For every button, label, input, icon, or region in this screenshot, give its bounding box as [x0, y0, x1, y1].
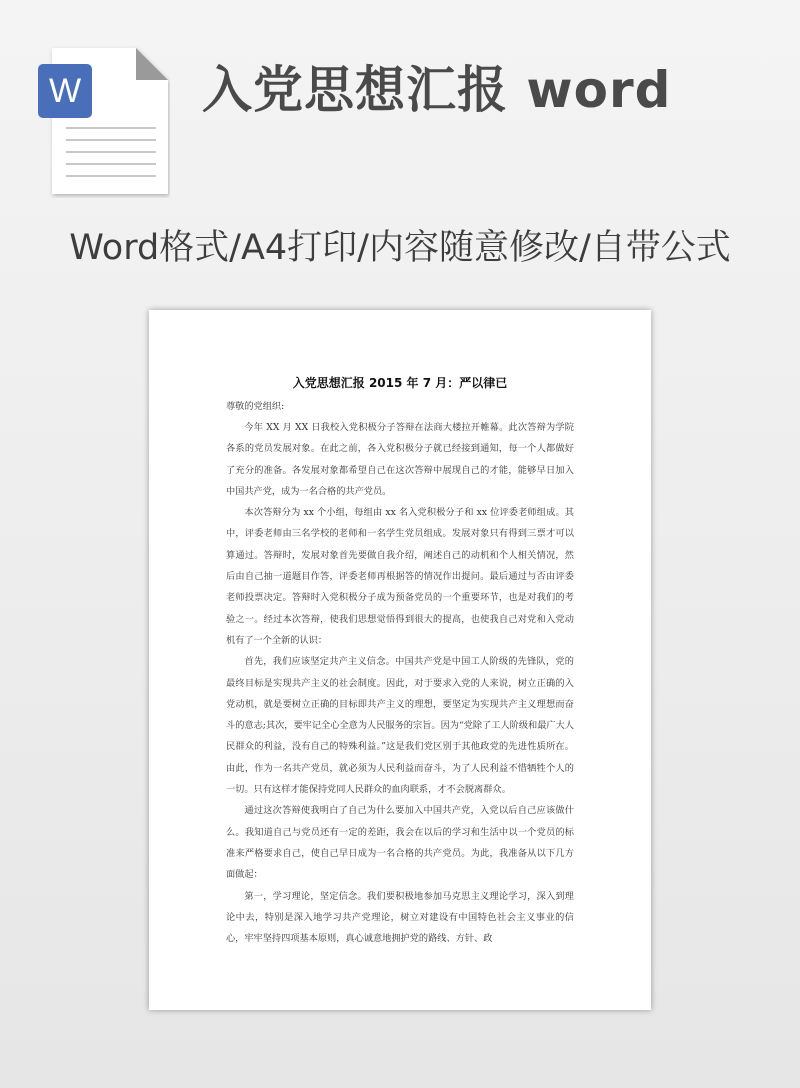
- document-paragraph-2: 本次答辩分为 xx 个小组，每组由 xx 名入党积极分子和 xx 位评委老师组成。其中，评委老师由三名学校的老师和一名学生党员组成。发展对象只有得到三票才可以算通过。答辩时，发展对象首先要做自我介绍，阐述自己的动机和个人相关情况，然后由自己抽一道题目作答，评委老师再根据答的情况作出提问。最后通过与否由评委老师投票决定。答辩时入党积极分子成为预备党员的一个重要环节，也是对我们的考验之一。经过本次答辩，使我们思想觉悟得到很大的提高，也使我自己对党和入党动机有了一个全新的认识：: [226, 507, 574, 646]
- word-document-icon: [38, 46, 170, 198]
- document-paragraph-5: 第一，学习理论，坚定信念。我们要积极地参加马克思主义理论学习，深入到理论中去，特别是深入地学习共产党理论，树立对建设有中国特色社会主义事业的信心，牢牢坚持四项基本原则，真心诚意地拥护党的路线、方针、政: [226, 890, 574, 945]
- page-title: 入党思想汇报 word: [202, 61, 672, 119]
- page-subtitle: Word格式/A4打印/内容随意修改/自带公式: [69, 228, 731, 268]
- document-body: [226, 374, 574, 949]
- document-paragraph-4: 通过这次答辩使我明白了自己为什么要加入中国共产党，入党以后自己应该做什么。我知道自己与党员还有一定的差距，我会在以后的学习和生活中以一个党员的标准来严格要求自己，使自己早日成为一名合格的共产党员。为此，我准备从以下几方面做起：: [226, 805, 574, 881]
- word-letter-w: W: [48, 72, 82, 110]
- document-page-preview: [149, 310, 651, 1010]
- document-paragraph-3: 首先，我们应该坚定共产主义信念。中国共产党是中国工人阶级的先锋队，党的最终目标是实现共产主义的社会制度。因此，对于要求入党的人来说，树立正确的入党动机，就是要树立正确的目标即共产主义的理想，要坚定为实现共产主义理想而奋斗的意志;其次，要牢记全心全意为人民服务的宗旨。因为“党除了工人阶级和最广大人民群众的利益，没有自己的特殊利益。”这是我们党区别于其他政党的先进性质所在。由此，作为一名共产党员，就必须为人民利益而奋斗，为了人民利益不惜牺牲个人的一切。只有这样才能保持党同人民群众的血肉联系，才不会脱离群众。: [226, 656, 574, 796]
- document-title: 入党思想汇报 2015 年 7 月：严以律已: [292, 376, 508, 390]
- document-salutation: 尊敬的党组织:: [226, 401, 285, 412]
- document-paragraph-1: 今年 XX 月 XX 日我校入党积极分子答辩在法商大楼拉开帷幕。此次答辩为学院各系的党员发展对象。在此之前，各入党积极分子就已经接到通知，每一个人都做好了充分的准备。各发展对象都希望自己在这次答辩中展现自己的才能，能够早日加入中国共产党，成为一名合格的共产党员。: [226, 422, 574, 497]
